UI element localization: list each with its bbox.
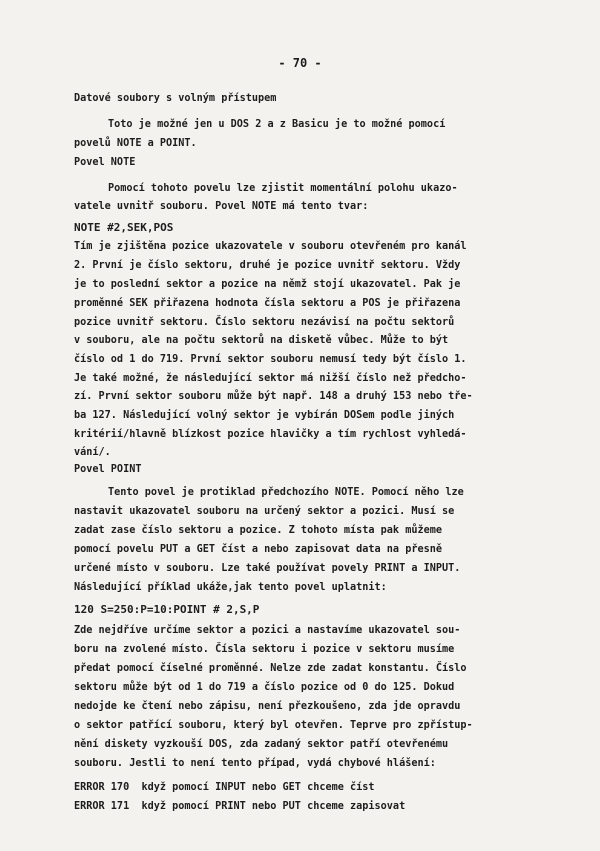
note-explain-line: proměnné SEK přiřazena hodnota čísla sektoru a POS je přiřazena bbox=[74, 298, 461, 309]
note-paragraph-line: Pomocí tohoto povelu lze zjistit momentální polohu ukazo- bbox=[108, 183, 458, 194]
point-paragraph-line: určené místo v souboru. Lze také používat povely PRINT a INPUT. bbox=[74, 563, 461, 574]
point-example: 120 S=250:P=10:POINT # 2,S,P bbox=[74, 603, 260, 616]
point-paragraph-line: nastavit ukazovatel souboru na určený sektor a pozici. Musí se bbox=[74, 506, 455, 517]
point-explain-line: nedojde ke čtení nebo zápisu, není přezkoušeno, zda jde opravdu bbox=[74, 701, 461, 712]
error-line: ERROR 170 když pomocí INPUT nebo GET chceme číst bbox=[74, 782, 375, 793]
note-explain-line: kritérií/hlavně blízkost pozice hlavičky a tím rychlost vyhledá- bbox=[74, 429, 467, 440]
point-heading: Povel POINT bbox=[74, 464, 142, 475]
page-number: - 70 - bbox=[278, 56, 322, 70]
point-paragraph-line: Tento povel je protiklad předchozího NOTE. Pomocí něho lze bbox=[108, 487, 464, 498]
point-explain-line: souboru. Jestli to není tento případ, vydá chybové hlášení: bbox=[74, 758, 436, 769]
note-paragraph-line: vatele uvnitř souboru. Povel NOTE má tento tvar: bbox=[74, 201, 369, 212]
note-explain-line: zí. První sektor souboru může být např. 148 a druhý 153 nebo tře- bbox=[74, 391, 473, 402]
intro-line: Toto je možné jen u DOS 2 a z Basicu je to možné pomocí bbox=[108, 119, 446, 130]
point-paragraph-line: pomocí povelu PUT a GET číst a nebo zapisovat data na přesně bbox=[74, 544, 443, 555]
note-explain-line: 2. První je číslo sektoru, druhé je pozice uvnitř sektoru. Vždy bbox=[74, 260, 461, 271]
section-title: Datové soubory s volným přístupem bbox=[74, 93, 277, 104]
note-explain-line: je to poslední sektor a pozice na němž stojí ukazovatel. Pak je bbox=[74, 279, 461, 290]
point-paragraph-line: zadat zase číslo sektoru a pozice. Z tohoto místa pak můžeme bbox=[74, 525, 443, 536]
note-explain-line: číslo od 1 do 719. První sektor souboru nemusí tedy být číslo 1. bbox=[74, 354, 467, 365]
note-explain-line: Je také možné, že následující sektor má nižší číslo než předcho- bbox=[74, 373, 467, 384]
note-syntax: NOTE #2,SEK,POS bbox=[74, 221, 174, 234]
point-explain-line: nění diskety vyzkouší DOS, zda zadaný sektor patří otevřenému bbox=[74, 739, 449, 750]
point-explain-line: Zde nejdříve určíme sektor a pozici a nastavíme ukazovatel sou- bbox=[74, 625, 461, 636]
note-explain-line: v souboru, ale na počtu sektorů na disketě vůbec. Může to být bbox=[74, 335, 449, 346]
error-line: ERROR 171 když pomocí PRINT nebo PUT chceme zapisovat bbox=[74, 801, 406, 812]
note-explain-line: vání/. bbox=[74, 447, 111, 458]
point-paragraph-line: Následující příklad ukáže,jak tento povel uplatnit: bbox=[74, 582, 387, 593]
note-heading: Povel NOTE bbox=[74, 157, 136, 168]
point-explain-line: sektoru může být od 1 do 719 a číslo pozice od 0 do 125. Dokud bbox=[74, 682, 455, 693]
note-explain-line: Tím je zjištěna pozice ukazovatele v souboru otevřeném pro kanál bbox=[74, 241, 467, 252]
point-explain-line: o sektor patřící souboru, který byl otevřen. Teprve pro zpřístup- bbox=[74, 720, 473, 731]
note-explain-line: ba 127. Následující volný sektor je vybírán DOSem podle jiných bbox=[74, 410, 455, 421]
point-explain-line: předat pomocí číselné proměnné. Nelze zde zadat konstantu. Číslo bbox=[74, 663, 467, 674]
point-explain-line: boru na zvolené místo. Čísla sektoru i pozice v sektoru musíme bbox=[74, 644, 455, 655]
intro-line: povelů NOTE a POINT. bbox=[74, 138, 197, 149]
note-explain-line: pozice uvnitř sektoru. Číslo sektoru nezávisí na počtu sektorů bbox=[74, 317, 455, 328]
